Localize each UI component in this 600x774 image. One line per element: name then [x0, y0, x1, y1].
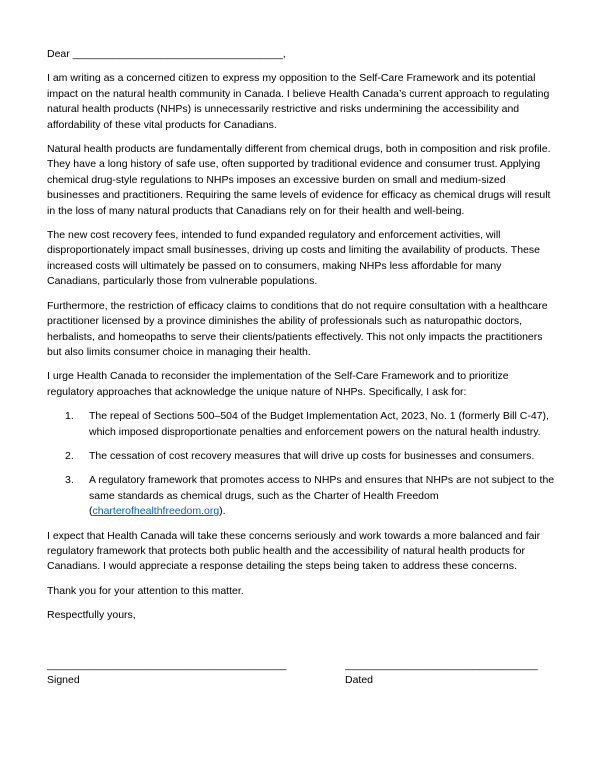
paragraph-nhp-difference: Natural health products are fundamentally different from chemical drugs, both in composition and risk profile. They have a long history of safe use, often supported by traditional evidence and consumer trust. Applying chemical drug-style regulations to NHPs imposes an excessive burden on small and medium-sized businesses and practitioners. Requiring the same levels of evidence for efficacy as chemical drugs will result in the loss of many natural products that Canadians rely on for their health and well-being.: [47, 143, 551, 217]
signed-column: [47, 658, 302, 689]
paragraph-expectation: I expect that Health Canada will take these concerns seriously and work towards a more balanced and fair regulatory framework that protects both public health and the accessibility of natural health products for Canadians. I would appreciate a response detailing the steps being taken to address these concerns.: [47, 529, 541, 573]
closing-thanks: Thank you for your attention to this matter.: [47, 584, 244, 597]
list-item-text: The cessation of cost recovery measures that will drive up costs for businesses and consumers.: [89, 449, 535, 462]
signed-line: _________________________________________: [47, 658, 287, 671]
list-item-text-before-link: A regulatory framework that promotes access to NHPs and ensures that NHPs are not subject to the same standards as chemical drugs, such as the Charter of Health Freedom (: [89, 474, 555, 518]
dated-line: _________________________________: [345, 658, 538, 671]
dated-label: Dated: [345, 674, 374, 686]
list-item-repeal: [65, 409, 556, 440]
salutation-blank: ____________________________________: [72, 48, 283, 60]
paragraph-efficacy-claims: Furthermore, the restriction of efficacy claims to conditions that do not require consultation with a healthcare practitioner licensed by a province diminishes the ability of professionals such as naturopathic doctors, herbalists, and homeopaths to serve their clients/patients effectively. This not only impacts the practitioners but also limits consumer choice in managing their health.: [47, 299, 548, 358]
salutation: [47, 47, 556, 62]
paragraph-opposition: I am writing as a concerned citizen to express my opposition to the Self-Care Framework and its potential impact on the natural health community in Canada. I believe Health Canada’s current approach to regulating natural health products (NHPs) is unnecessarily restrictive and risks undermining the accessibility and affordability of these vital products for Canadians.: [47, 72, 550, 131]
paragraph-cost-recovery: The new cost recovery fees, intended to fund expanded regulatory and enforcement activities, will disproportionately impact small businesses, driving up costs and limiting the availability of products. These increased costs will ultimately be passed on to consumers, making NHPs less affordable for many Canadians, particularly those from vulnerable populations.: [47, 229, 540, 288]
signature-block: [47, 658, 556, 689]
list-item-cessation: [65, 449, 556, 464]
dated-column: [345, 658, 550, 689]
demands-list: [47, 409, 556, 519]
salutation-prefix: Dear: [47, 48, 73, 60]
closing-respectfully: Respectfully yours,: [47, 609, 136, 622]
signed-label: Signed: [47, 674, 80, 686]
list-item-framework: [65, 473, 556, 519]
list-item-text: The repeal of Sections 500–504 of the Budget Implementation Act, 2023, No. 1 (formerly Bill C-47), which imposed disproportionate penalties and enforcement powers on the natural health industry.: [89, 410, 549, 438]
list-item-text-after-link: ).: [219, 505, 226, 518]
list-item-number: 1.: [65, 410, 74, 423]
charterofhealthfreedom-link[interactable]: charterofhealthfreedom.org: [92, 505, 220, 518]
list-item-text: [89, 473, 556, 519]
paragraph-urge-reconsider: I urge Health Canada to reconsider the implementation of the Self-Care Framework and to prioritize regulatory approaches that acknowledge the unique nature of NHPs. Specifically, I ask for:: [47, 370, 509, 398]
salutation-suffix: ,: [282, 48, 286, 60]
list-item-number: 2.: [65, 449, 74, 462]
list-item-number: 3.: [65, 474, 74, 487]
